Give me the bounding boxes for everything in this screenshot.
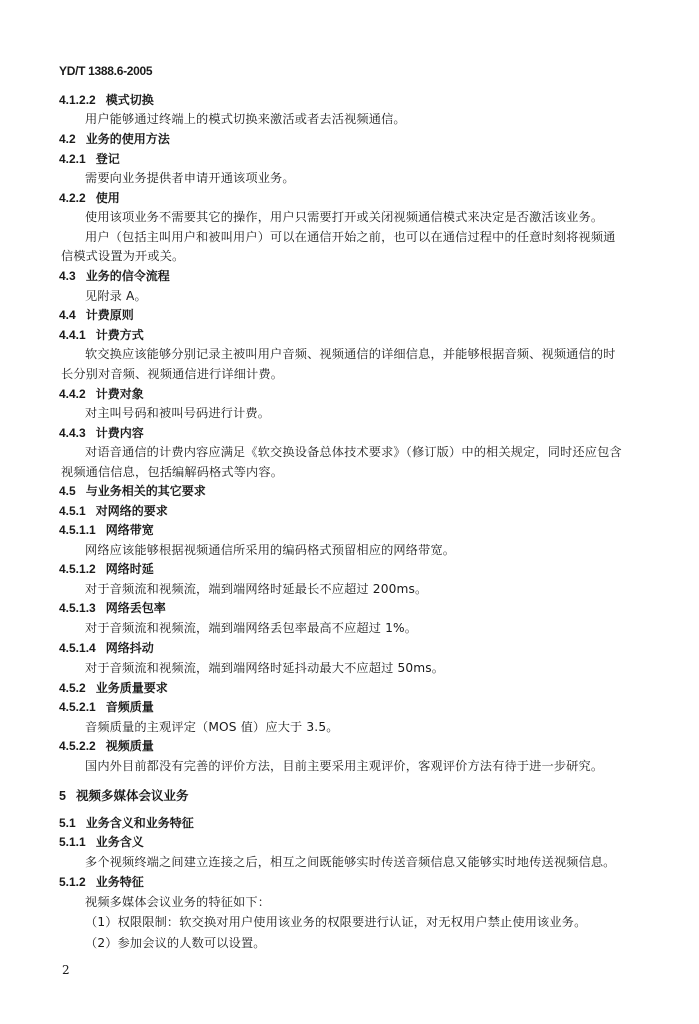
section-title: 模式切换 (105, 93, 154, 107)
section-heading (59, 874, 144, 890)
section-title: 对网络的要求 (95, 504, 168, 518)
section-number: 4.2.2 (59, 191, 86, 205)
section-number: 5.1.1 (59, 835, 86, 849)
section-title: 业务含义和业务特征 (85, 816, 194, 830)
paragraph-line: 见附录 A。 (85, 289, 147, 303)
paragraph-line: 需要向业务提供者申请开通该项业务。 (85, 171, 295, 185)
section-title: 与业务相关的其它要求 (85, 484, 206, 498)
section-heading (59, 327, 144, 343)
section-number: 4.4.2 (59, 387, 86, 401)
section-heading (59, 815, 194, 831)
paragraph-line: （2）参加会议的人数可以设置。 (85, 936, 266, 950)
section-title: 业务含义 (95, 835, 144, 849)
paragraph-line: 对语音通信的计费内容应满足《软交换设备总体技术要求》（修订版）中的相关规定，同时还应包含 (85, 445, 622, 459)
section-title: 业务的使用方法 (85, 132, 170, 146)
section-heading (59, 600, 166, 616)
paragraph-line: 多个视频终端之间建立连接之后，相互之间既能够实时传送音频信息又能够实时地传送视频信息。 (85, 855, 616, 869)
section-heading (59, 522, 154, 538)
section-number: 4.5.1 (59, 504, 86, 518)
section-number: 4.5 (59, 484, 76, 498)
section-heading (59, 788, 188, 804)
section-title: 业务的信令流程 (85, 269, 170, 283)
section-number: 4.5.1.4 (59, 641, 96, 655)
section-number: 4.5.1.3 (59, 601, 96, 615)
section-number: 4.5.1.1 (59, 523, 96, 537)
section-title: 计费内容 (95, 426, 144, 440)
section-number: 4.4 (59, 308, 76, 322)
paragraph-line: 信模式设置为开或关。 (61, 249, 185, 263)
section-heading (59, 307, 134, 323)
section-title: 音频质量 (105, 700, 154, 714)
section-title: 计费原则 (85, 308, 134, 322)
section-heading (59, 190, 120, 206)
paragraph-line: 对于音频流和视频流，端到端网络时延最长不应超过 200ms。 (85, 582, 428, 596)
section-heading (59, 131, 170, 147)
paragraph-line: 音频质量的主观评定（MOS 值）应大于 3.5。 (85, 720, 339, 734)
paragraph-line: 用户（包括主叫用户和被叫用户）可以在通信开始之前，也可以在通信过程中的任意时刻将视频通 (85, 230, 616, 244)
section-heading (59, 386, 144, 402)
section-title: 计费对象 (95, 387, 144, 401)
document-code: YD/T 1388.6-2005 (59, 64, 153, 78)
section-title: 网络抖动 (105, 641, 154, 655)
section-number: 4.5.2.2 (59, 739, 96, 753)
section-title: 网络带宽 (105, 523, 154, 537)
section-heading (59, 561, 154, 577)
section-title: 使用 (95, 191, 120, 205)
section-title: 计费方式 (95, 328, 144, 342)
section-number: 5 (59, 789, 66, 803)
section-number: 4.5.1.2 (59, 562, 96, 576)
section-heading (59, 640, 154, 656)
section-number: 4.2 (59, 132, 76, 146)
page-number: 2 (62, 963, 70, 977)
section-number: 5.1.2 (59, 875, 86, 889)
section-heading (59, 268, 170, 284)
section-title: 业务质量要求 (95, 681, 168, 695)
paragraph-line: （1）权限限制：软交换对用户使用该业务的权限要进行认证，对无权用户禁止使用该业务。 (85, 915, 587, 929)
section-title: 登记 (95, 152, 120, 166)
paragraph-line: 对于音频流和视频流，端到端网络时延抖动最大不应超过 50ms。 (85, 661, 445, 675)
section-heading (59, 738, 154, 754)
paragraph-line: 视频通信信息，包括编解码格式等内容。 (61, 465, 284, 479)
section-heading (59, 699, 154, 715)
section-heading (59, 680, 168, 696)
section-title: 视频多媒体会议业务 (75, 788, 189, 803)
paragraph-line: 对于音频流和视频流，端到端网络丢包率最高不应超过 1%。 (85, 621, 418, 635)
section-heading (59, 425, 144, 441)
section-heading (59, 834, 144, 850)
section-number: 4.5.2.1 (59, 700, 96, 714)
section-number: 5.1 (59, 816, 76, 830)
paragraph-line: 使用该项业务不需要其它的操作，用户只需要打开或关闭视频通信模式来决定是否激活该业务。 (85, 210, 604, 224)
paragraph-line: 用户能够通过终端上的模式切换来激活或者去活视频通信。 (85, 112, 406, 126)
section-title: 网络时延 (105, 562, 154, 576)
section-title: 视频质量 (105, 739, 154, 753)
section-heading (59, 151, 120, 167)
paragraph-line: 视频多媒体会议业务的特征如下： (85, 895, 271, 909)
paragraph-line: 长分别对音频、视频通信进行详细计费。 (61, 367, 284, 381)
section-heading (59, 92, 154, 108)
section-title: 业务特征 (95, 875, 144, 889)
section-heading (59, 503, 168, 519)
paragraph-line: 软交换应该能够分别记录主被叫用户音频、视频通信的详细信息，并能够根据音频、视频通信的时 (85, 347, 616, 361)
section-title: 网络丢包率 (105, 601, 166, 615)
section-number: 4.3 (59, 269, 76, 283)
paragraph-line: 网络应该能够根据视频通信所采用的编码格式预留相应的网络带宽。 (85, 543, 456, 557)
paragraph-line: 对主叫号码和被叫号码进行计费。 (85, 406, 271, 420)
section-number: 4.2.1 (59, 152, 86, 166)
section-number: 4.5.2 (59, 681, 86, 695)
paragraph-line: 国内外目前都没有完善的评价方法，目前主要采用主观评价，客观评价方法有待于进一步研究。 (85, 759, 604, 773)
section-number: 4.1.2.2 (59, 93, 96, 107)
section-number: 4.4.1 (59, 328, 86, 342)
section-heading (59, 483, 206, 499)
section-number: 4.4.3 (59, 426, 86, 440)
